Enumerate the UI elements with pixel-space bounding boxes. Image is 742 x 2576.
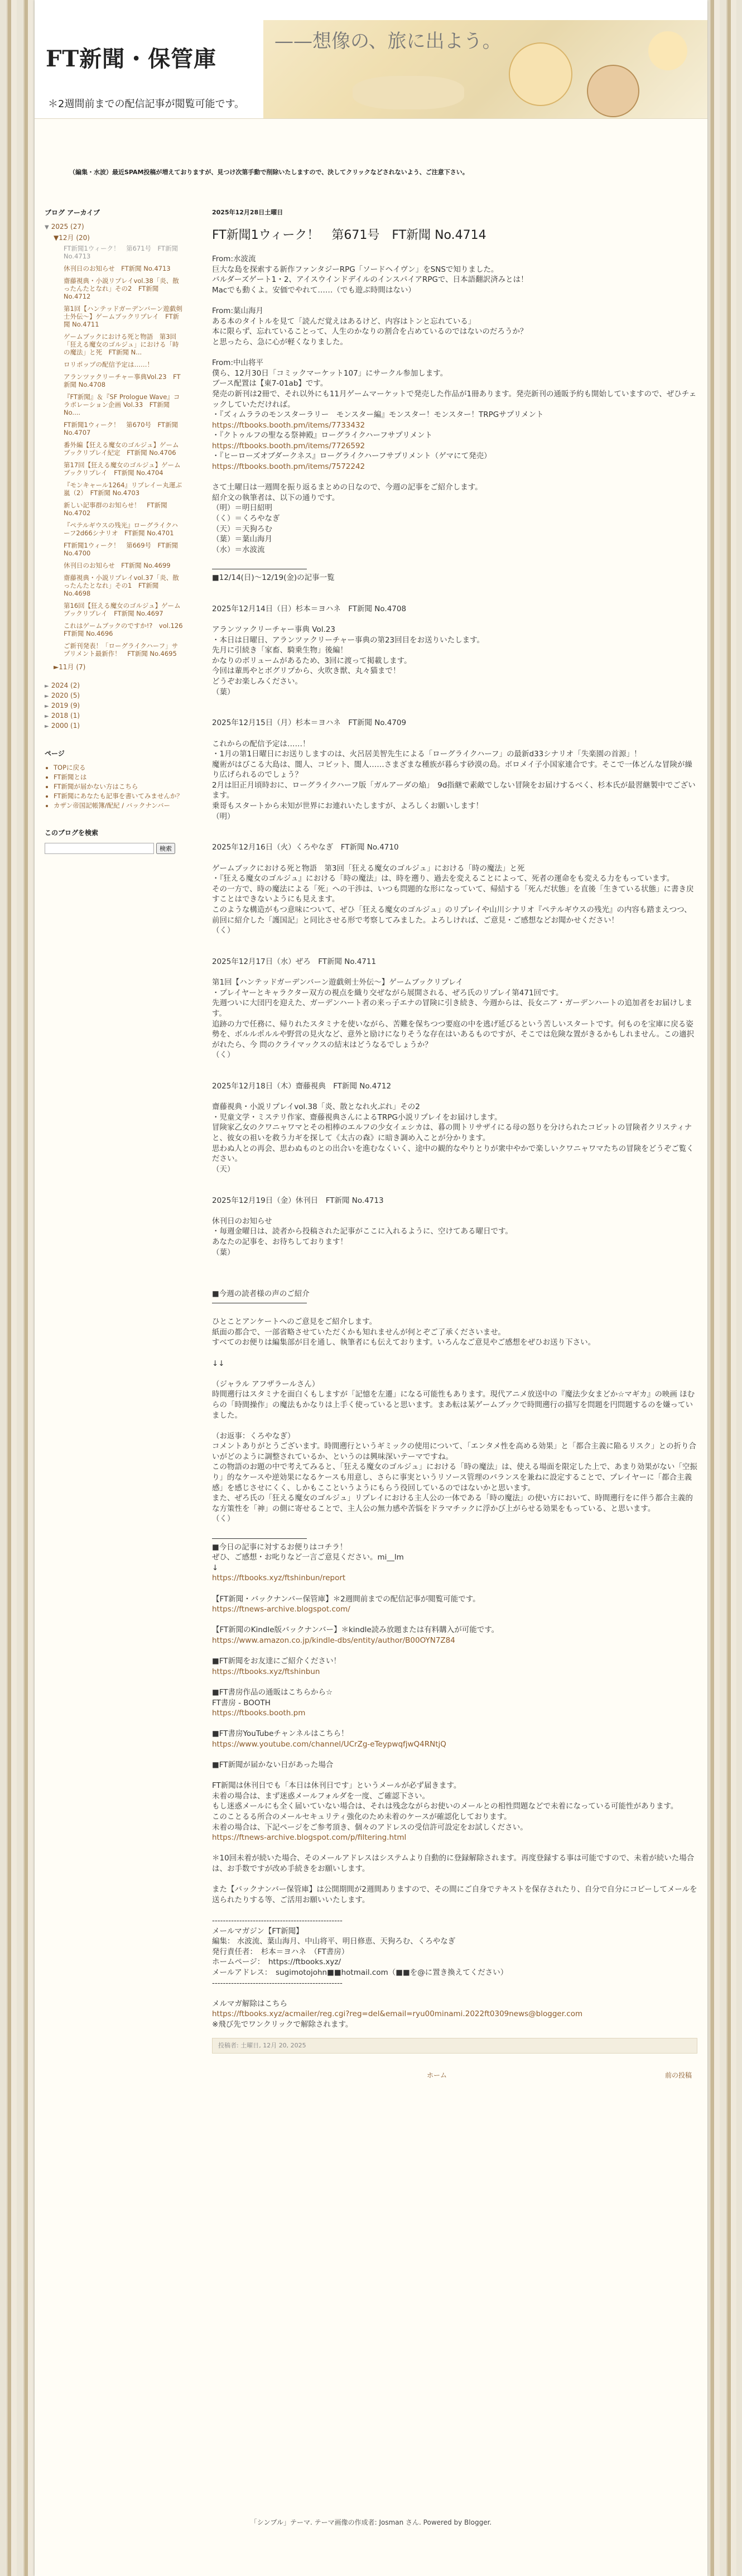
entry-heading: 2025年12月14日（日）杉本＝ヨハネ FT新聞 No.4708 xyxy=(212,604,407,613)
post-text-line: 未着の場合は、下記ページをご参考頂き、個々のアドレスの受信許可設定をお試しください。 xyxy=(212,1822,528,1832)
archive-year-2000[interactable]: ► 2000 (1) xyxy=(45,722,80,730)
search-widget xyxy=(45,843,184,854)
post-text-line: ・1月の第1日曜日にお送りしますのは、火呂居美智先生による「ローグライクハーフ」の最新d33シナリオ「失楽園の首源」！ xyxy=(212,750,642,759)
post-intro xyxy=(212,254,697,555)
post-text-line: ＊10回未着が続いた場合、そのメールアドレスはシステムより自動的に登録解除されます。再度登録する事は可能ですので、未着が続いた場合は、お手数ですが改め手続きをお願いします。 xyxy=(212,1854,695,1874)
post-text-line: バルダーズゲート1・2、アイスウインドデイルのインスパイアRPGで、日本語翻訳済みとは！ xyxy=(212,275,528,285)
post-text-line: （く）＝くろやなぎ xyxy=(212,514,280,524)
post-text-line: 僕ら、12月30日「コミックマーケット107」にサークル参加します。 xyxy=(212,368,448,378)
blank-line xyxy=(212,1646,697,1657)
illustration-character xyxy=(509,42,572,106)
archive-post-link[interactable]: 新しい記事群のお知らせ！ FT新聞 No.4702 xyxy=(64,501,167,517)
expand-triangle-icon[interactable]: ► xyxy=(45,723,49,730)
post-text-line: 休刊日のお知らせ xyxy=(212,1216,272,1226)
post-text-line: （葉） xyxy=(212,1248,235,1257)
post-text-line: 発行責任者： 杉本＝ヨハネ （FT書房） xyxy=(212,1947,349,1956)
archive-post-link[interactable]: FT新聞1ウィーク！ 第669号 FT新聞 No.4700 xyxy=(64,541,178,557)
post-text-line: ある本のタイトルを見て「読んだ覚えはあるけど、内容はトンと忘れている」 xyxy=(212,316,476,326)
search-button[interactable]: 検索 xyxy=(156,843,175,854)
post-text-line: ・『ズィムララのモンスターラリー モンスター編』モンスター！モンスター！TRPGサプリメント xyxy=(212,410,544,420)
readers-heading: ■今週の読者様の声のご紹介 xyxy=(212,1289,310,1298)
post-link[interactable]: https://ftbooks.booth.pm/items/7733432 xyxy=(212,420,365,430)
weekly-entries xyxy=(212,604,697,1279)
post-text-line: ■FT新聞が届かない日があった場合 xyxy=(212,1760,334,1770)
post-text-line: もし迷惑メールにも全く届いていない場合は、それは残念ながらお使いのメールとの相性問題などで未着になっている可能性があります。 xyxy=(212,1802,678,1811)
post-text-line: ------------------------------------------------ xyxy=(212,1916,343,1925)
archive-heading: ブログ アーカイブ xyxy=(45,209,100,217)
post-text-line: あなたの記事を、お待ちしております！ xyxy=(212,1237,348,1246)
blank-line xyxy=(212,348,697,358)
post-link[interactable]: https://www.youtube.com/channel/UCrZg-eTeypwqfjwQ4RNtjQ xyxy=(212,1739,446,1749)
post-text-line: （ジャラル アフザラールさん） xyxy=(212,1379,320,1389)
archive-post-link[interactable]: 『FT新聞』＆『SF Prologue Wave』コラボレーション企画 Vol.33 FT新聞 No.... xyxy=(64,393,180,416)
older-post-link[interactable]: 前の投稿 xyxy=(664,2071,692,2079)
post-text-line: ■FT新聞をお友達にご紹介ください！ xyxy=(212,1657,341,1666)
illustration-glow xyxy=(353,76,464,109)
post-text-line: このことるる所合のメールセキュリティ強化のため未着のケースが確認化しております。 xyxy=(212,1812,512,1822)
expand-triangle-icon[interactable]: ► xyxy=(54,663,59,671)
spam-notice: （編集・水波）最近SPAM投稿が増えておりますが、見つけ次第手動で削除いたしますので、決してクリックなどされないよう、ご注意下さい。 xyxy=(69,169,469,176)
post-text-line: ホームページ： https://ftbooks.xyz/ xyxy=(212,1958,341,1967)
post-text-line: 先月に引続き「家畜、騎乗生物」後編！ xyxy=(212,646,348,655)
expand-triangle-icon[interactable]: ► xyxy=(45,703,49,709)
archive-post-link[interactable]: ゲームブックにおける死と物語 第3回「狂える魔女のゴルジュ」における「時の魔法」と死 FT新聞 N... xyxy=(64,333,179,356)
post-text-line: どうぞお楽しみください。 xyxy=(212,677,302,686)
pages-heading: ページ xyxy=(45,750,65,757)
post-text-line: （葉） xyxy=(212,687,235,697)
readers-section xyxy=(212,1317,697,1524)
archive-post-link[interactable]: ご新刊発表！「ローグライクハーフ」サプリメント最新作！ FT新聞 No.4695 xyxy=(64,642,179,658)
blank-line xyxy=(212,1771,697,1781)
post-text-line: 巨大な島を探索する新作ファンタジーRPG「ソードヘイヴン」をSNSで知りました。 xyxy=(212,265,499,274)
blog-page xyxy=(35,0,707,2576)
entry-heading: 2025年12月18日（木）齋藤視典 FT新聞 No.4712 xyxy=(212,1082,392,1091)
entry-heading: 2025年12月15日（月）杉本＝ヨハネ FT新聞 No.4709 xyxy=(212,718,407,728)
entry-heading: 2025年12月17日（水）ぜろ FT新聞 No.4711 xyxy=(212,957,377,966)
post-text-line: （水）＝水波流 xyxy=(212,545,265,554)
blank-line xyxy=(212,296,697,306)
post-text-line: From:中山将平 xyxy=(212,358,263,368)
post-text-line: 紙面の都合で、一部省略させていただくかも知れませんが何とぞご了承くださいませ。 xyxy=(212,1327,505,1337)
archive-post-link[interactable]: ロリポップの配信予定は……！ xyxy=(64,361,153,368)
week-heading: ■12/14(日)〜12/19(金)の記事一覧 xyxy=(212,573,335,582)
post-text-line: かなりのボリュームがあるため、3回に渡って掲載します。 xyxy=(212,656,412,665)
post-text-line: ぜひ、ご感想・お叱りなど一言ご意見ください。mi__lm xyxy=(212,1553,404,1562)
archive-post-link[interactable]: 『ペテルギウスの残光』ローグライクハーフ2d66シナリオ FT新聞 No.4701 xyxy=(64,521,178,537)
post-text-line: ・『ヒーローズオブダークネス』ローグライクハーフサプリメント（ゲマにて発売） xyxy=(212,452,492,461)
blank-line xyxy=(212,1584,697,1594)
post-text-line: 未着の場合は、まず迷惑メールフォルダを一度、ご確認下さい。 xyxy=(212,1791,430,1801)
post-text-line: 今回は輩馬やとボグリプから、火吹き獣、丸々猫まで！ xyxy=(212,666,401,676)
archive-post-link[interactable]: これはゲームブックのですか!? vol.126 FT新聞 No.4696 xyxy=(64,622,190,637)
post-text-line: 追跡の力で任務に、帰りれたスタミナを使いながら、苦難を保ちつつ要庭の中を逃げ延びるという苦しいスタートです。何ものを宝庫に戻る姿勢を、ボルルポルルや野営の見火など、意外と励けになりそうな存在はいあるものですが、そこでは危険な置がきるかもしれません。この適択がれたら、今 問のクライマックスの結末はどうなるでしょうか？ xyxy=(212,1019,695,1049)
blank-line xyxy=(212,1905,697,1916)
pages-list xyxy=(45,764,184,809)
post-text-line: ・児童文学・ミステリ作家、齋藤視典さんによるTRPG小説リプレイをお届けします。 xyxy=(212,1112,502,1122)
blank-line xyxy=(212,1843,697,1854)
archive-post-link[interactable]: FT新聞1ウィーク！ 第670号 FT新聞 No.4707 xyxy=(64,421,178,436)
post-title[interactable]: FT新聞1ウィーク！ 第671号 FT新聞 No.4714 xyxy=(212,228,486,242)
post-text-line: 本に限らず、忘れていることって、人生のかなりの割合を占めているのではないのだろうか？ xyxy=(212,327,528,337)
post-text-line: ※飛び先でワンクリックで解除されます。 xyxy=(212,2019,353,2029)
blog-description: ＊2週間前までの配信記事が閲覧可能です。 xyxy=(48,98,245,110)
post-text-line: ■今日の記事に対するお便りはコチラ！ xyxy=(212,1542,348,1552)
post-text-line: ・『狂える魔女のゴルジュ』における「時の魔法」は、時を遡り、過去を変えることによって、死者の運命をも変える力をもっています。 xyxy=(212,874,674,884)
collapse-triangle-icon[interactable]: ▼ xyxy=(45,224,49,231)
post-text-line: FT新聞は休刊日でも「本日は休刊日です」というメールが必ず届きます。 xyxy=(212,1781,461,1791)
post-text-line: さて土曜日は一週間を振り返るまとめの日なので、今週の記事をご紹介します。 xyxy=(212,483,483,492)
archive-month-december[interactable]: ▼12月 (20) xyxy=(54,234,90,242)
post-text-line: このような構造がもつ意味について、ぜひ「狂える魔女のゴルジュ」のリプレイや山川シナリオ『ペテルギウスの残光』の内容も踏まえつつ、前回に紹介した「護国記」と同比させる形で考察してみました。よろしければ、ご意見・ご感想などお聞かせください！ xyxy=(212,905,692,925)
post-text-line: これからの配信予定は……！ xyxy=(212,739,310,749)
archive-post-link[interactable]: 齋藤視典・小説リプレイvol.38「炎、散ったんたとなれ」その2 FT新聞 No.4712 xyxy=(64,277,179,300)
post-meta: 投稿者: 土曜日, 12月 20, 2025 xyxy=(212,2038,697,2054)
home-link[interactable]: ホーム xyxy=(427,2071,447,2079)
blank-line xyxy=(212,472,697,483)
post-link[interactable]: https://ftbooks.booth.pm xyxy=(212,1709,306,1718)
divider xyxy=(212,1538,307,1539)
post-text-line: ・本日は日曜日、アランツァクリーチャー事典の第23回目をお送りいたします。 xyxy=(212,635,485,645)
post-text-line: ゲームブックにおける死と物語 第3回「狂える魔女のゴルジュ」における「時の魔法」と死 xyxy=(212,864,525,873)
archive-year-2025[interactable]: ▼ 2025 (27) xyxy=(45,223,84,231)
blank-line xyxy=(212,1348,697,1359)
post-text-line: 第1回【ハンテッドガーデンバーン遊戯剣士外伝〜】ゲームブックリプレイ xyxy=(212,978,464,987)
archive-post-link[interactable]: 第1回【ハンテッドガーデンバーン遊戯剣士外伝〜】ゲームブックリプレイ FT新聞 No.4711 xyxy=(64,305,182,328)
archive-post-link[interactable]: 齋藤視典・小説リプレイvol.37「炎、散ったんたとなれ」その1 FT新聞 No.4698 xyxy=(64,574,179,597)
page-link-about[interactable]: • FT新聞とは xyxy=(54,773,184,781)
illustration-sun xyxy=(648,31,687,70)
header-tagline: ——想像の、旅に出よう。 xyxy=(274,30,502,52)
post-text-line: 冒険家乙女のクワニャワマとその相棒のエルフの少女イェシカは、暮の間トリサザイにる母の怒りを分けられたコビットの冒険者クリスティナと、彼女の祖いを救う力ギを探して《太古の森》に暗き調め入ことが分かります。 xyxy=(212,1123,692,1143)
blank-line xyxy=(212,1874,697,1885)
archive-year-2020[interactable]: ► 2020 (5) xyxy=(45,692,80,699)
blank-line xyxy=(212,1988,697,1999)
archive-post-link[interactable]: 休刊日のお知らせ FT新聞 No.4713 xyxy=(64,265,171,272)
archive-post-link[interactable]: 『モンキャール1264』リプレイー丸運ぶ嵐（2） FT新聞 No.4703 xyxy=(64,481,182,497)
post-text-line: （く） xyxy=(212,1514,235,1524)
archive-year-2024[interactable]: ► 2024 (2) xyxy=(45,682,80,689)
post-text-line: ブース配置は【東7-01ab】です。 xyxy=(212,379,328,388)
post-text-line: From:水波流 xyxy=(212,255,256,264)
post-text-line: 先週ついに大団円を迎えた、ガーデンハート者の来っ子エナの冒険に引き続き、今週からは、長女ニア・ガーデンハートの追加者をお届けします。 xyxy=(212,999,693,1018)
blank-line xyxy=(212,1421,697,1431)
post-link[interactable]: https://ftbooks.xyz/ftshinbun/report xyxy=(212,1574,346,1583)
post-text-line: この物語のお題の中で考えてみると、「狂える魔女のゴルジュ」における「時の魔法」は、使える場面を限定した上で、あまり効果がない「空振り」的なケースや逆効果になるケースも用意し、さらに事実というリソース管理のバランスを兼ねに設定することで、プレイヤーに「都合主義感」を感じさせにくく、しかもここというようにもらう役回しているのではないかと思います。 xyxy=(212,1462,697,1493)
post-text-line: 発売の新刊は2冊で、それ以外にも11月ゲームマーケットで発売した作品が1冊あります。発売新刊の通販予約も開始していますので、ぜひチェックしていただければ。 xyxy=(212,389,697,409)
archive-year-2018[interactable]: ► 2018 (1) xyxy=(45,712,80,719)
post-text-line: 編集： 水波流、葉山海月、中山将平、明日修恵、天狗ろむ、くろやなぎ xyxy=(212,1937,456,1946)
post-text-line: コメントありがとうございます。時間遡行というギミックの使用について、「エンタメ性を高める効果」と「都合主義に陥るリスク」との折り合いがどのように調整されているか、というのは興味深いテーマですね。 xyxy=(212,1442,697,1461)
post-text-line: （明） xyxy=(212,812,235,821)
post-text-line: 【FT新聞・バックナンバー保管庫】＊2週間前までの配信記事が閲覧可能です。 xyxy=(212,1594,480,1604)
post-text-line: ・プレイヤーとキャラクター双方の視点を織り交ぜながら展開される、ぜろ氏のリプレイ第471回です。 xyxy=(212,988,563,997)
post-text-line: メルマガ解除はこちら xyxy=(212,1999,287,2008)
post-text-line: From:葉山海月 xyxy=(212,306,263,316)
archive-year-2019[interactable]: ► 2019 (9) xyxy=(45,702,80,709)
post-text-line: ひとことアンケートへのご意見をご紹介します。 xyxy=(212,1317,377,1327)
page-link-backnumber[interactable]: • カザン帝国記帳簿/配紀 / バックナンバー xyxy=(54,802,184,809)
post-text-line: （天）＝天狗ろむ xyxy=(212,524,272,534)
post-text-line: ------------------------------------------------ xyxy=(212,1978,343,1988)
search-heading: このブログを検索 xyxy=(45,829,99,837)
post-text-line: と思ったら、急に心が軽くなりました。 xyxy=(212,337,348,347)
post-text-line: ■FT書房作品の通販はこちらから☆ xyxy=(212,1687,333,1697)
blank-line xyxy=(212,1677,697,1687)
post-text-line: また【バックナンバー保管庫】は公開期間が2週間ありますので、その間にご自身でテキストを保存されたり、自分で自分にコピーしてメールを送られたりする等、ご活用お願いいたします。 xyxy=(212,1885,697,1905)
entry-heading: 2025年12月19日（金）休刊日 FT新聞 No.4713 xyxy=(212,1196,384,1205)
page-link-not-delivered[interactable]: • FT新聞が届かない方はこちら xyxy=(54,783,184,790)
post-text-line: メールアドレス： sugimotojohn■■hotmail.com（■■を@に置き換えてください） xyxy=(212,1968,508,1977)
collapse-triangle-icon[interactable]: ▼ xyxy=(54,234,59,242)
blank-line xyxy=(212,1719,697,1729)
post-text-line: ↓↓ xyxy=(212,1359,225,1368)
post-text-line: その一方で、時の魔法による「死」への干渉は、いつも問題的な形になっていて、帰結する「死んだ状態」を直後「生きている状態」に書き戻すことはできないようにも見えます。 xyxy=(212,884,694,904)
post-text-line: 乗哥もスタートから未知が世界にお連れいたしますが、よろしくお願いします！ xyxy=(212,802,483,811)
blank-line xyxy=(212,1750,697,1760)
post-link[interactable]: https://www.amazon.co.jp/kindle-dbs/entity/author/B00OYN7Z84 xyxy=(212,1635,455,1645)
post-text-line: ・毎週金曜日は、読者から投稿された記事がここに入れるように、空けてある曜日です。 xyxy=(212,1227,513,1236)
post-link[interactable]: https://ftbooks.booth.pm/items/7726592 xyxy=(212,441,365,450)
post-text-line: FT書房 - BOOTH xyxy=(212,1698,271,1707)
post-text-line: Macでも動くよ。安価でやれて……（でも遊ぶ時間はない） xyxy=(212,285,416,295)
post-text-line: ・『クトゥルフの聖なる祭神殿』ローグライクハーフサプリメント xyxy=(212,431,432,440)
post-text-line: ↓ xyxy=(212,1563,219,1572)
page-footer: 「シンプル」テーマ. テーマ画像の作成者: Josman さん. Powered by Blogger. xyxy=(250,2519,492,2526)
post-text-line: 魔術がはびこる大島は、闇人、コビット、闇人……さまざまな種族が暮らす砂漠の島。ボロメイ子小国家連合です。そこで一体どんな冒険が繰り広げられるのでしょう？ xyxy=(212,760,692,780)
post-text-line: 紹介文の執筆者は、以下の通りです。 xyxy=(212,493,340,502)
archive-month-november[interactable]: ►11月 (7) xyxy=(54,663,86,671)
post-text-line: 齋藤視典・小説リプレイvol.38「炎、散となれ火ぶれ」その2 xyxy=(212,1102,420,1112)
post-link[interactable]: https://ftnews-archive.blogspot.com/ xyxy=(212,1605,350,1614)
post-text-line: また、ぜろ氏の「狂える魔女のゴルジュ」リプレイにおける主人公の一体である「時の魔法」の使い方において、時間遡行をに伴う都合主義的な方策性を「神」の側に寄せることで、主人公の無力感や苦悩をドラマチックに浮かび上がらせる効果をもっている、と思います。 xyxy=(212,1494,693,1513)
post-date: 2025年12月28日土曜日 xyxy=(212,209,283,216)
expand-triangle-icon[interactable]: ► xyxy=(45,693,49,699)
post-area xyxy=(212,208,697,2086)
blog-title[interactable]: FT新聞・保管庫 xyxy=(46,46,217,72)
page-link-write-article[interactable]: • FT新聞にあなたも記事を書いてみませんか？ xyxy=(54,792,184,800)
post-text-line: メールマガジン【FT新聞】 xyxy=(212,1926,303,1936)
post-text-line: （明）＝明日紹明 xyxy=(212,503,272,513)
post-text-line: （天） xyxy=(212,1164,235,1174)
search-input[interactable] xyxy=(45,843,154,854)
blank-line xyxy=(212,1369,697,1379)
blog-header xyxy=(35,0,707,119)
post-footer-text xyxy=(212,1542,697,2030)
archive-post-link[interactable]: 休刊日のお知らせ FT新聞 No.4699 xyxy=(64,562,171,569)
post-text-line: ■FT書房YouTubeチャンネルはこちら！ xyxy=(212,1729,349,1739)
page-link-top[interactable]: • TOPに戻る xyxy=(54,764,184,771)
post-link[interactable]: https://ftnews-archive.blogspot.com/p/filtering.html xyxy=(212,1833,407,1843)
archive-post-link[interactable]: アランツァクリーチャー事典Vol.23 FT新聞 No.4708 xyxy=(64,373,181,388)
archive-post-link[interactable]: 第17回【狂える魔女のゴルジュ】ゲームブックリプレイ FT新聞 No.4704 xyxy=(64,461,181,477)
entry-heading: 2025年12月16日（火）くろやなぎ FT新聞 No.4710 xyxy=(212,843,399,852)
post-text-line: 時間遡行はスタミナを面白くもしますが「記憶を左遷」になる可能性もあります。現代アニメ放送中の『魔法少女まどか☆マギカ』の映画 ほむらの「時間操作」の魔法もかなりは上手く使っていると思います。まあ転は某ゲームブックで時間遡行の描写を問題を円問題するのを嫌っていました。 xyxy=(212,1390,695,1420)
archive-post-link[interactable]: FT新聞1ウィーク！ 第671号 FT新聞 No.4713 xyxy=(64,244,178,260)
post-text-line: （く） xyxy=(212,1050,235,1060)
illustration-globe xyxy=(587,65,639,117)
post-text-line: （お返事：くろやなぎ） xyxy=(212,1431,295,1441)
post-text-line: アランツァクリーチャー事典 Vol.23 xyxy=(212,625,335,634)
header-illustration xyxy=(263,20,707,118)
post-link[interactable]: https://ftbooks.xyz/ftshinbun xyxy=(212,1667,320,1676)
archive-post-link[interactable]: 第16回【狂える魔女のゴルジュ】ゲームブックリプレイ FT新聞 No.4697 xyxy=(64,602,181,617)
post-text-line: 【FT新聞のKindle版バックナンバー】＊kindle読み放題または有料購入が可能です。 xyxy=(212,1625,499,1635)
expand-triangle-icon[interactable]: ► xyxy=(45,683,49,689)
archive-post-link[interactable]: 番外編【狂える魔女のゴルジュ】ゲームブックリプレイ紀定 FT新聞 No.4706 xyxy=(64,441,179,457)
post-link[interactable]: https://ftbooks.booth.pm/items/7572242 xyxy=(212,462,365,472)
blog-pager xyxy=(212,2064,697,2086)
sidebar xyxy=(45,208,190,854)
expand-triangle-icon[interactable]: ► xyxy=(45,713,49,719)
post-text-line: すべてのお便りは編集部が目を通し、執筆者にも伝えております。いろんなご意見やご感想をぜひお送り下さい。 xyxy=(212,1338,596,1347)
post-link[interactable]: https://ftbooks.xyz/acmailer/reg.cgi?reg=del&email=ryu00minami.2022ft0309news@blogger.com xyxy=(212,2009,583,2019)
post-text-line: （葉）＝葉山海月 xyxy=(212,535,272,544)
post-text-line: 思わぬ人との再会、思わぬものとの出合いを進むなくいく、途中の観的なやりとりが衆中やかで楽しいクワニャワマたちの冒険をどうぞご覧ください。 xyxy=(212,1144,694,1164)
post-text-line: 2月は旧正月頃時おに、ローグライクハーフ版「ガルアーダの焔」 9d指継で素敵でしない冒険をお届けするべく、杉本氏が最習継製中でございます。 xyxy=(212,780,696,800)
post-text-line: （く） xyxy=(212,926,235,936)
blank-line xyxy=(212,1615,697,1625)
